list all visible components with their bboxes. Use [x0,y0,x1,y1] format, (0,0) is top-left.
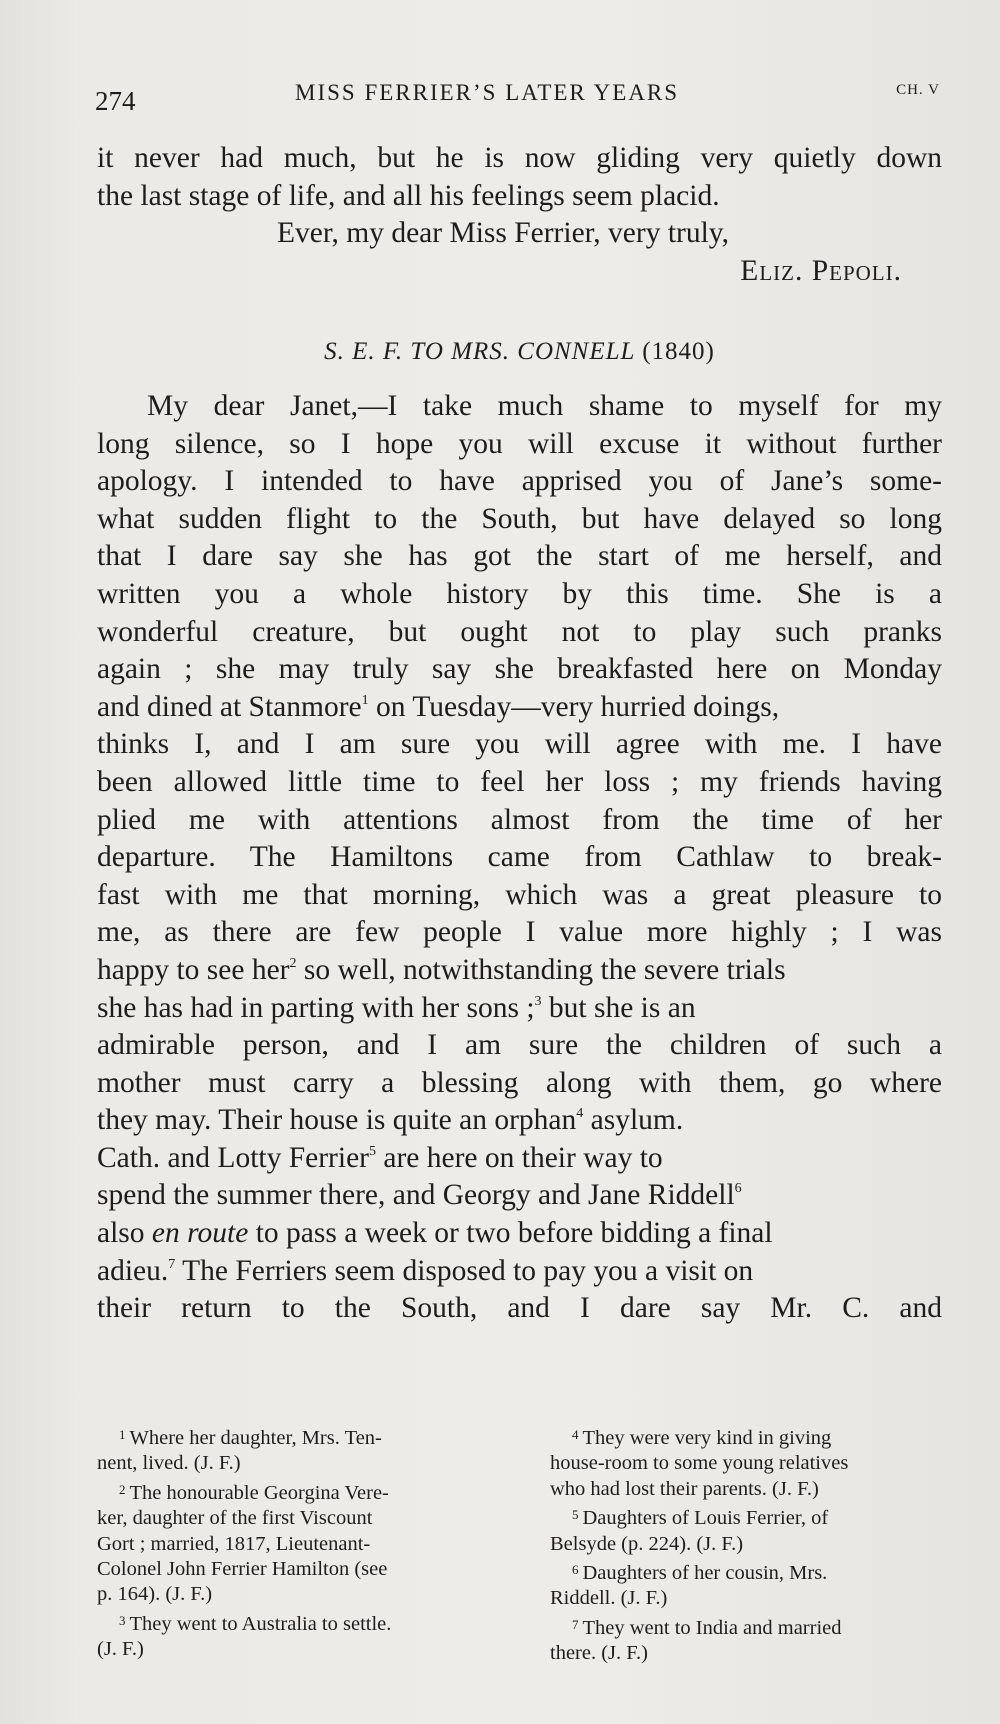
letter-heading-title: S. E. F. TO MRS. CONNELL [324,338,635,365]
text-line: long silence, so I hope you will excuse it without further [97,427,942,460]
letter-closing: Ever, my dear Miss Ferrier, very truly, [277,217,730,249]
text-segment: to pass a week or two before bidding a final [248,1217,773,1250]
text-line: admirable person, and I am sure the children of such a [97,1029,942,1062]
text-segment: Cath. and Lotty Ferrier [97,1141,369,1174]
text-segment: and dined at Stanmore [97,690,362,723]
text-line [97,952,942,990]
page-header [95,78,940,118]
footnote-2 [97,1477,507,1506]
previous-letter-ending [97,140,942,290]
footnote-text: there. (J. F.) [550,1642,648,1665]
text-line: plied me with attentions almost from the time of her [97,803,942,836]
footnote-text: who had lost their parents. (J. F.) [550,1477,819,1500]
footnote-text: Where her daughter, Mrs. Ten- [129,1427,382,1449]
footnote-text: They went to India and married [582,1616,842,1639]
footnote-text: house-room to some young relatives [550,1452,849,1475]
text-line: been allowed little time to feel her loss ; my friends having [97,765,942,798]
text-line: their return to the South, and I dare say Mr. C. and [97,1292,942,1325]
footnote-ref[interactable]: 3 [534,993,542,1009]
footnote-6 [550,1557,945,1586]
text-segment: they may. Their house is quite an orphan [97,1104,577,1137]
footnote-text: p. 164). (J. F.) [97,1583,213,1606]
letter-signature: Eliz. Pepoli. [740,254,902,287]
footnote-text: Belsyde (p. 224). (J. F.) [550,1532,744,1555]
footnote-number: 4 [572,1427,579,1442]
text-line: thinks I, and I am sure you will agree with me. I have [97,728,942,761]
text-segment: but she is an [541,991,696,1024]
text-segment: so well, notwithstanding the severe trials [296,953,786,986]
text-line [97,990,942,1028]
text-segment: The Ferriers seem disposed to pay you a visit on [175,1254,754,1287]
footnote-ref[interactable]: 5 [368,1143,376,1159]
footnote-ref[interactable]: 6 [734,1181,742,1197]
footnote-number: 3 [119,1612,126,1628]
text-segment: are here on their way to [375,1141,663,1174]
footnote-ref[interactable]: 7 [168,1256,176,1272]
text-line: written you a whole history by this time. She is a [97,577,942,610]
letter-heading-year: (1840) [642,338,715,365]
text-segment: on Tuesday—very hurried doings, [368,690,780,723]
text-line [97,689,942,727]
text-segment: also [97,1217,152,1250]
footnote-4 [550,1422,945,1451]
text-line: me, as there are few people I value more highly ; I was [97,916,942,949]
footnote-number: 5 [572,1507,579,1523]
footnote-number: 7 [572,1616,579,1632]
footnote-text: Daughters of her cousin, Mrs. [582,1562,828,1585]
footnote-text: They went to Australia to settle. [129,1612,392,1635]
text-line: mother must carry a blessing along with them, go where [97,1066,942,1099]
footnote-text: Daughters of Louis Ferrier, of [582,1507,829,1530]
footnote-text: The honourable Georgina Vere- [129,1481,389,1504]
text-line: again ; she may truly say she breakfasted here on Monday [97,653,942,686]
text-segment: happy to see her [97,953,290,986]
footnote-text: (J. F.) [97,1638,144,1661]
footnote-number: 2 [119,1481,126,1497]
page-number: 274 [95,86,136,116]
footnotes-left-column [97,1422,507,1663]
footnote-5 [550,1502,945,1531]
footnote-text: Colonel John Ferrier Hamilton (see [97,1558,388,1581]
text-line: wonderful creature, but ought not to play such pranks [97,615,942,648]
footnote-1 [97,1422,507,1451]
text-line: My dear Janet,—I take much shame to myself for my [147,390,942,422]
letter-heading [97,338,942,366]
chapter-label: CH. V [896,82,940,98]
text-line: fast with me that morning, which was a great pleasure to [97,878,942,911]
text-line [97,1140,942,1178]
text-line: what sudden flight to the South, but have delayed so long [97,502,942,535]
text-segment: asylum. [583,1104,684,1137]
footnote-text: Gort ; married, 1817, Lieutenant- [97,1532,371,1555]
text-line: it never had much, but he is now gliding very quietly down [97,142,942,174]
text-line: that I dare say she has got the start of me herself, and [97,540,942,573]
footnote-text: nent, lived. (J. F.) [97,1452,241,1475]
text-line: departure. The Hamiltons came from Cathlaw to break- [97,841,942,874]
footnotes-right-column [550,1422,945,1667]
footnote-text: ker, daughter of the first Viscount [97,1507,373,1530]
footnote-text: Riddell. (J. F.) [550,1587,668,1610]
text-segment: spend the summer there, and Georgy and Jane Riddell [97,1179,735,1212]
text-segment: she has had in parting with her sons ; [97,991,535,1024]
footnote-7 [550,1612,945,1641]
text-line [97,1177,942,1215]
footnote-number: 6 [572,1562,579,1578]
running-title: MISS FERRIER’S LATER YEARS [295,80,680,105]
footnote-text: They were very kind in giving [582,1427,832,1449]
footnote-3 [97,1608,507,1637]
text-line [97,1253,942,1291]
footnote-ref[interactable]: 4 [576,1106,584,1122]
footnote-number: 1 [119,1427,126,1442]
text-segment: adieu. [97,1254,169,1287]
text-line: apology. I intended to have apprised you of Jane’s some- [97,465,942,498]
footnote-ref[interactable]: 2 [289,955,297,971]
letter-body [97,388,942,1328]
text-line: the last stage of life, and all his feelings seem placid. [97,179,720,212]
italic-phrase: en route [151,1217,249,1250]
text-line [97,1215,942,1253]
footnote-ref[interactable]: 1 [361,692,369,708]
text-line [97,1102,942,1140]
